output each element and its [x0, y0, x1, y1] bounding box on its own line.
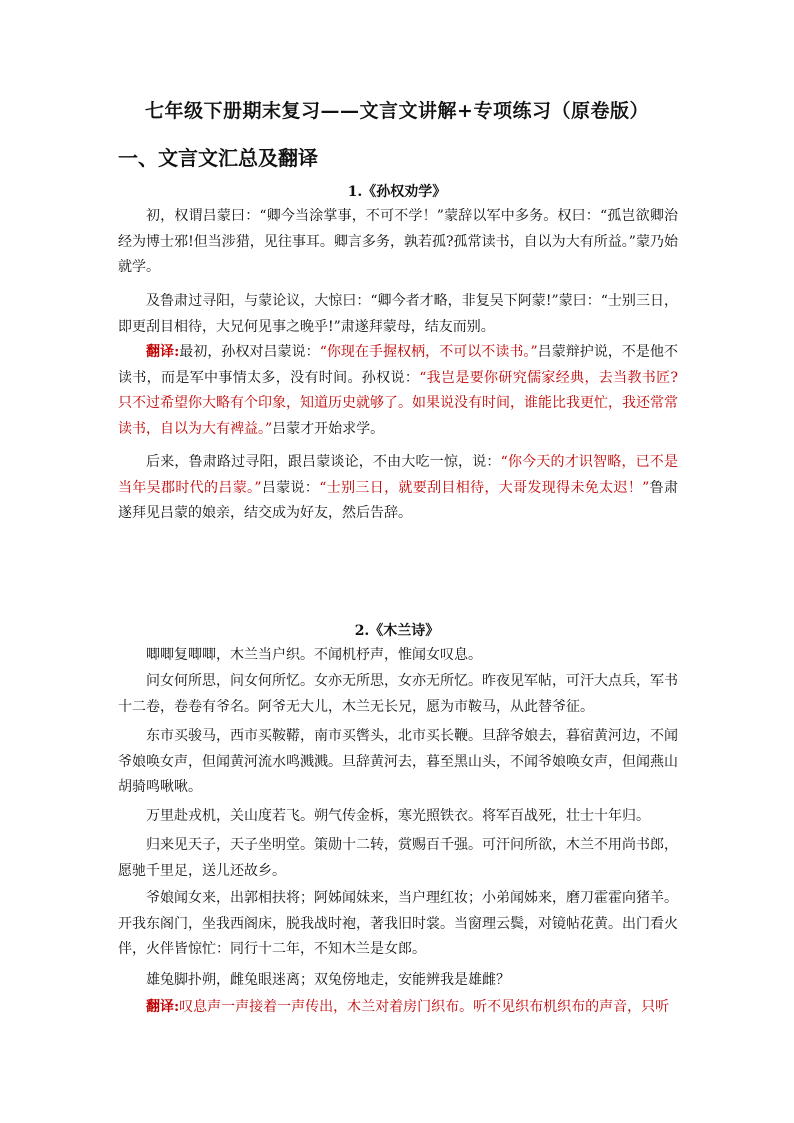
article2-paragraph-5: 归来见天子，天子坐明堂。策勋十二转，赏赐百千强。可汗问所欲，木兰不用尚书郎，愿驰千里足，送儿还故乡。	[118, 837, 678, 879]
article2-paragraph-4: 万里赴戎机，关山度若飞。朔气传金柝，寒光照铁衣。将军百战死，壮士十年归。	[146, 808, 650, 824]
translation-quote: “你现在手握权柄，不可以不读书。”	[319, 344, 538, 360]
article2-paragraph-6: 爷娘闻女来，出郭相扶将；阿姊闻妹来，当户理红妆；小弟闻姊来，磨刀霍霍向猪羊。开我东阁门，坐我西阁床，脱我战时袍，著我旧时裳。当窗理云鬓，对镜帖花黄。出门看火伴，火伴皆惊忙：同行十二年，不知木兰是女郎。	[118, 890, 678, 957]
article-heading-mulan: 2.《木兰诗》	[354, 623, 440, 639]
translation-text: 后来，鲁肃路过寻阳，跟吕蒙谈论，不由大吃一惊，说：	[146, 454, 501, 470]
article2-translation	[118, 995, 678, 1021]
article1-paragraph-1: 初，权谓吕蒙曰：“卿今当涂掌事，不可不学！”蒙辞以军中多务。权曰：“孤岂欲卿治经为博士邪!但当涉猎，见往事耳。卿言多务，孰若孤?孤常读书，自以为大有所益。”蒙乃始就学。	[118, 208, 678, 275]
translation-quote: “士别三日，就要刮目相待，大哥发现得未免太迟！”	[319, 479, 650, 496]
translation-quote: “你今天的才识智略，已不是当年吴郡时代的吕蒙。”	[118, 454, 678, 496]
article1-paragraph-2: 及鲁肃过寻阳，与蒙论议，大惊曰：“卿今者才略，非复吴下阿蒙!”蒙曰：“士别三日，即更刮目相待，大兄何见事之晚乎!”肃遂拜蒙母，结友而别。	[118, 293, 678, 335]
translation-text: 吕蒙辩护说，不是他不读书，而是军中事情太多，没有时间。孙权说：	[118, 344, 679, 386]
article1-translation-1	[118, 340, 678, 442]
translation-text: 最初，孙权对吕蒙说：	[179, 344, 320, 360]
article2-paragraph-7: 雄兔脚扑朔，雌兔眼迷离；双兔傍地走，安能辨我是雄雌？	[146, 972, 510, 988]
document-title: 七年级下册期末复习——文言文讲解+专项练习（原卷版）	[145, 100, 649, 122]
article2-paragraph-3: 东市买骏马，西市买鞍鞯，南市买辔头，北市买长鞭。旦辞爷娘去，暮宿黄河边，不闻爷娘唤女声，但闻黄河流水鸣溅溅。旦辞黄河去，暮至黑山头，不闻爷娘唤女声，但闻燕山胡骑鸣啾啾。	[118, 728, 678, 795]
article1-translation-2	[118, 450, 678, 527]
translation-quote: “我岂是要你研究儒家经典，去当教书匠? 只不过希望你大略有个印象，知道历史就够了。如果说没有时间，谁能比我更忙，我还常常读书，自以为大有裨益。”	[118, 369, 679, 437]
article-heading-sunquan: 1.《孙权劝学》	[347, 184, 447, 200]
translation-label: 翻译:	[146, 999, 180, 1015]
translation-text: 吕蒙才开始求学。	[272, 420, 385, 437]
translation-text: 鲁肃遂拜见吕蒙的娘亲，结交成为好友，然后告辞。	[118, 479, 678, 521]
section-heading: 一、文言文汇总及翻译	[118, 146, 318, 170]
translation-text: 叹息声一声接着一声传出，木兰对着房门织布。听不见织布机织布的声音，只听	[179, 999, 670, 1015]
article2-paragraph-2: 问女何所思，问女何所忆。女亦无所思，女亦无所忆。昨夜见军帖，可汗大点兵，军书十二卷，卷卷有爷名。阿爷无大儿，木兰无长兄，愿为市鞍马，从此替爷征。	[118, 673, 678, 715]
translation-text: 吕蒙说：	[261, 479, 320, 496]
translation-label: 翻译:	[146, 344, 180, 360]
article2-paragraph-1: 唧唧复唧唧，木兰当户织。不闻机杼声，惟闻女叹息。	[146, 647, 482, 663]
